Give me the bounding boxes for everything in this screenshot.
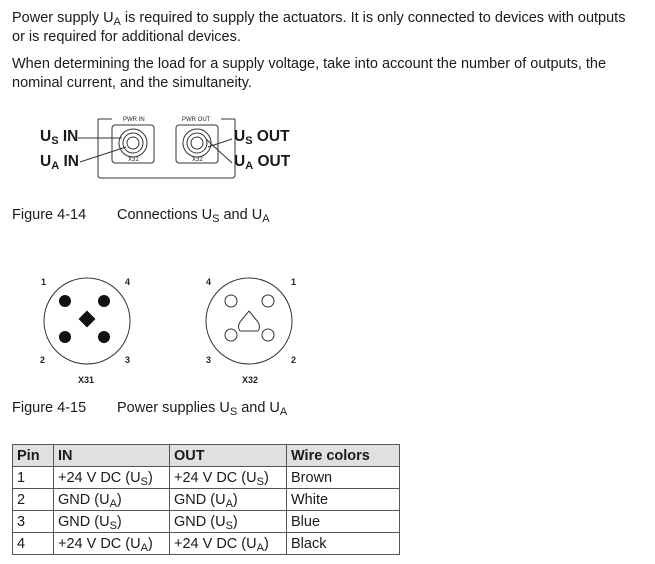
wire-cell: Black bbox=[287, 533, 400, 555]
x31-port-label: X31 bbox=[128, 157, 139, 163]
wire-cell: Brown bbox=[287, 467, 400, 489]
figure-4-15-number: Figure 4-15 bbox=[12, 400, 87, 416]
x31-pin-4: 4 bbox=[125, 277, 131, 287]
x32-pin-4: 4 bbox=[206, 277, 212, 287]
intro-paragraph-2: When determining the load for a supply voltage, take into account the number of outputs, the nominal current, and the simultaneity. bbox=[12, 56, 607, 91]
out-cell: GND $(U_S)$ bbox=[170, 511, 287, 533]
pin-cell: 2 bbox=[13, 489, 54, 511]
table-row bbox=[13, 489, 400, 511]
port-x32-icon bbox=[183, 129, 211, 157]
table-row bbox=[13, 467, 400, 489]
figure-4-14-caption: Connections $U_S$ and $U_A$ bbox=[117, 207, 270, 225]
connector-x31-face bbox=[44, 278, 130, 364]
us-in-label: $U_S$ IN bbox=[40, 128, 79, 147]
in-cell: GND $(U_S)$ bbox=[54, 511, 170, 533]
x32-connector-label: X32 bbox=[242, 375, 259, 385]
connector-x32-face bbox=[206, 278, 292, 364]
pin-cell: 4 bbox=[13, 533, 54, 555]
table-row bbox=[13, 533, 400, 555]
header-pin: Pin bbox=[13, 445, 54, 467]
out-cell: +24 V DC $(U_S)$ bbox=[170, 467, 287, 489]
header-in: IN bbox=[54, 445, 170, 467]
out-cell: +24 V DC $(U_A)$ bbox=[170, 533, 287, 555]
p1-text-a: Power supply U bbox=[12, 10, 114, 26]
x31-pin-2: 2 bbox=[40, 355, 46, 365]
table-row bbox=[13, 511, 400, 533]
pin-assignment-table bbox=[12, 444, 400, 555]
port-x31-icon bbox=[119, 129, 147, 157]
figure-4-15-caption: Power supplies $U_S$ and $U_A$ bbox=[117, 400, 288, 418]
x31-pin-3: 3 bbox=[125, 355, 131, 365]
x32-port-label: X32 bbox=[192, 157, 203, 163]
us-out-label: $U_S$ OUT bbox=[234, 128, 290, 147]
x32-pin-2: 2 bbox=[291, 355, 297, 365]
x32-pin-1: 1 bbox=[291, 277, 297, 287]
x32-pin-3: 3 bbox=[206, 355, 212, 365]
figure-4-14-number: Figure 4-14 bbox=[12, 207, 87, 223]
device-housing bbox=[98, 119, 235, 178]
ua-in-label: $U_A$ IN bbox=[40, 153, 79, 172]
wire-cell: Blue bbox=[287, 511, 400, 533]
pin-cell: 1 bbox=[13, 467, 54, 489]
table-header-row bbox=[13, 445, 400, 467]
in-cell: +24 V DC $(U_S)$ bbox=[54, 467, 170, 489]
in-cell: GND $(U_A)$ bbox=[54, 489, 170, 511]
p1-text-b: is required to supply the actuators. It is only connected to devices with outputs or is required for additional devices. bbox=[12, 10, 626, 45]
pwr-out-label: PWR OUT bbox=[182, 117, 211, 123]
x31-connector-label: X31 bbox=[78, 375, 95, 385]
pwr-in-label: PWR IN bbox=[123, 117, 145, 123]
out-cell: GND $(U_A)$ bbox=[170, 489, 287, 511]
x31-pin-1: 1 bbox=[41, 277, 47, 287]
in-cell: +24 V DC $(U_A)$ bbox=[54, 533, 170, 555]
pin-cell: 3 bbox=[13, 511, 54, 533]
header-out: OUT bbox=[170, 445, 287, 467]
header-wire-colors: Wire colors bbox=[287, 445, 400, 467]
wire-cell: White bbox=[287, 489, 400, 511]
ua-out-label: $U_A$ OUT bbox=[234, 153, 291, 172]
p1-subscript: A bbox=[113, 16, 121, 28]
